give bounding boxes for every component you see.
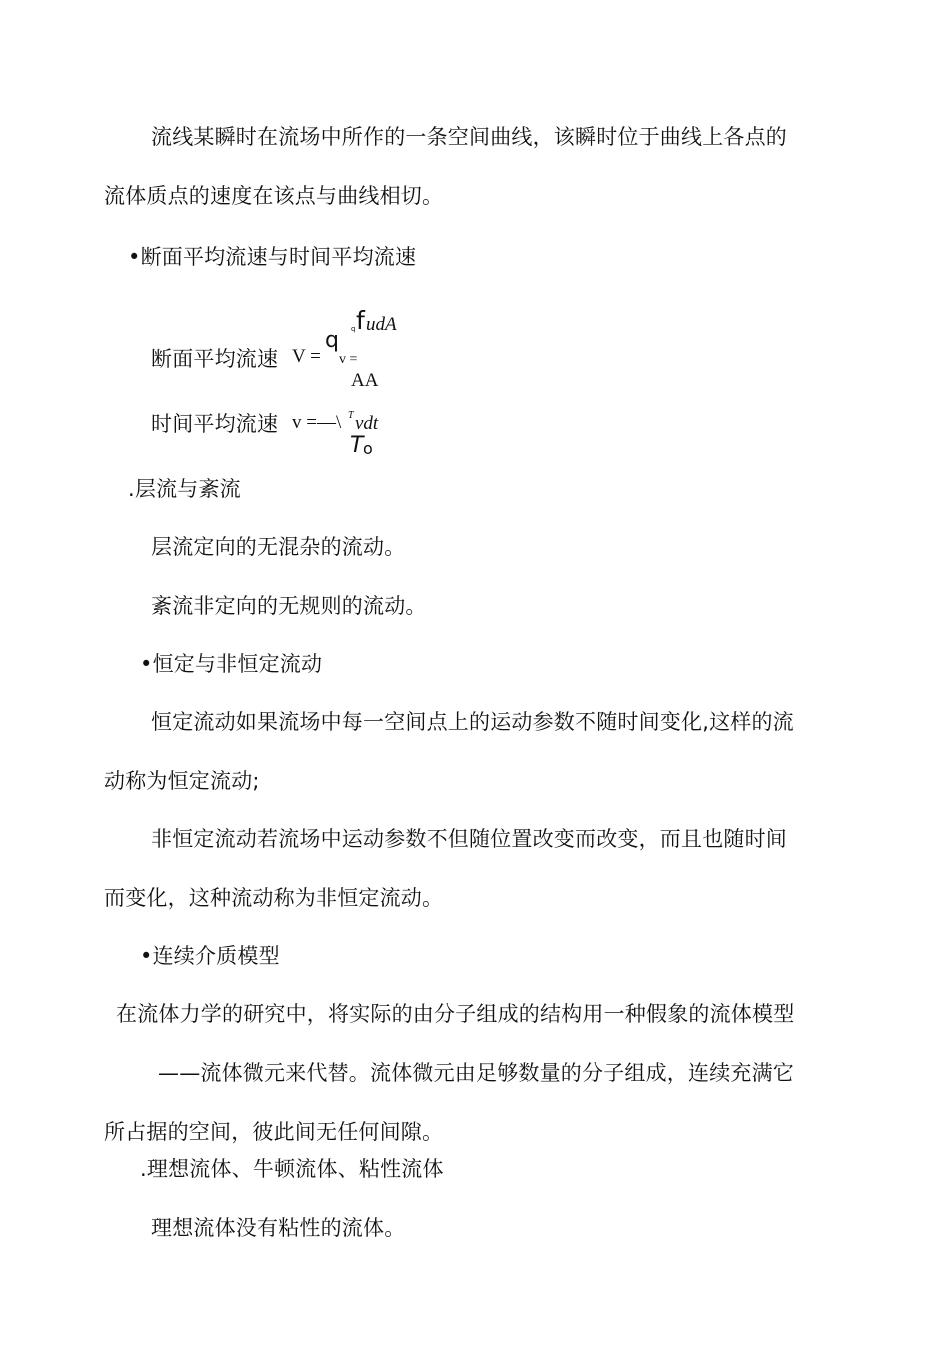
steady-flow-line-1: 恒定流动如果流场中每一空间点上的运动参数不随时间变化,这样的流	[151, 710, 794, 734]
section-velocity-v-equals: v =	[339, 352, 358, 367]
section-velocity-label: 断面平均流速	[151, 347, 279, 371]
time-velocity-lhs: v =—\	[292, 412, 342, 433]
heading-steady-flow: •恒定与非恒定流动	[140, 652, 323, 676]
steady-flow-line-2: 动称为恒定流动;	[104, 769, 260, 793]
laminar-definition: 层流定向的无混杂的流动。	[151, 535, 406, 559]
time-velocity-denominator: T	[350, 433, 364, 458]
time-velocity-integrand: vdt	[355, 413, 379, 434]
heading-continuum-model: •连续介质模型	[140, 944, 280, 968]
heading-mean-velocity: •断面平均流速与时间平均流速	[128, 245, 417, 269]
section-velocity-lhs: V =	[292, 346, 321, 367]
time-velocity-label: 时间平均流速	[151, 412, 279, 436]
continuum-line-3: 所占据的空间，彼此间无任何间隙。	[104, 1120, 444, 1144]
continuum-line-2: ——流体微元来代替。流体微元由足够数量的分子组成，连续充满它	[158, 1061, 794, 1085]
streamline-definition-line-1: 流线某瞬时在流场中所作的一条空间曲线，该瞬时位于曲线上各点的	[151, 125, 787, 149]
continuum-line-1: 在流体力学的研究中，将实际的由分子组成的结构用一种假象的流体模型	[116, 1002, 795, 1026]
turbulent-definition: 紊流非定向的无规则的流动。	[151, 594, 427, 618]
heading-laminar-turbulent: .层流与紊流	[128, 477, 241, 501]
heading-fluid-types: .理想流体、牛顿流体、粘性流体	[140, 1157, 444, 1181]
section-velocity-numerator: udA	[366, 314, 397, 335]
streamline-definition-line-2: 流体质点的速度在该点与曲线相切。	[104, 184, 444, 208]
unsteady-flow-line-1: 非恒定流动若流场中运动参数不但随位置改变而改变，而且也随时间	[151, 827, 787, 851]
unsteady-flow-line-2: 而变化，这种流动称为非恒定流动。	[104, 886, 444, 910]
section-velocity-tiny-q: q	[351, 325, 356, 333]
section-velocity-denominator: AA	[351, 370, 379, 391]
ideal-fluid-definition: 理想流体没有粘性的流体。	[151, 1216, 406, 1240]
section-velocity-q: q	[325, 328, 339, 353]
integral-sign: f	[356, 306, 365, 335]
time-velocity-tail: o	[363, 439, 373, 458]
time-velocity-sup-t: T	[348, 410, 354, 421]
